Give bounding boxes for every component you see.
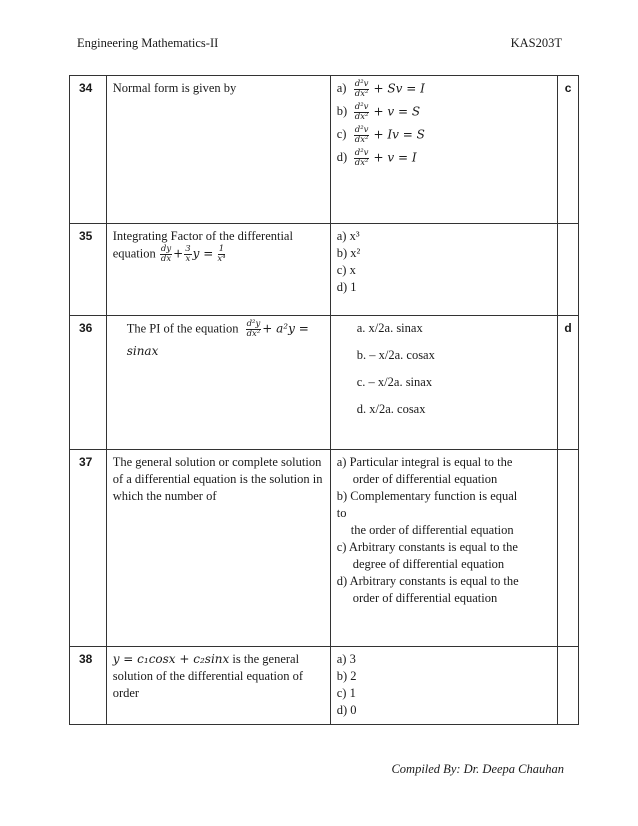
answer-key: c xyxy=(558,76,579,224)
question-text: Integrating Factor of the differential equation $\frac{dy}{dx}$ + $\frac{3}{x}$ y = $\frac{1}{\text{x⁴}}$ xyxy=(106,224,330,316)
option-c: c) Arbitrary constants is equal to the xyxy=(336,540,518,554)
question-text: The PI of the equation $\frac{\text{d²y}}{\text{dx²}}$ + a²y = sinax xyxy=(106,316,330,450)
question-text: The general solution or complete solution of a differential equation is the solution in which the number of xyxy=(106,450,330,647)
option-a: a. x/2a. sinax xyxy=(356,321,423,335)
table-row xyxy=(70,647,579,725)
header-subject: Engineering Mathematics-II xyxy=(77,36,219,50)
table-row xyxy=(70,224,579,316)
footer-credit: Compiled By: Dr. Deepa Chauhan xyxy=(391,762,564,776)
answer-key xyxy=(558,224,579,316)
option-d: d) $\frac{\text{d²v}}{\text{dx²}}$ + v = I xyxy=(336,148,417,168)
question-text: Normal form is given by xyxy=(106,76,330,224)
option-a: a) $\frac{\text{d²v}}{\text{dx²}}$ + Sv = I xyxy=(336,79,425,99)
answer-key xyxy=(558,647,579,725)
header-code: KAS203T xyxy=(510,36,562,50)
question-number: 34 xyxy=(70,76,107,224)
option-d: d) 0 xyxy=(336,703,357,717)
answer-key: d xyxy=(558,316,579,450)
options-cell xyxy=(330,647,557,725)
question-number: 37 xyxy=(70,450,107,647)
option-d: d) Arbitrary constants is equal to the xyxy=(336,574,519,588)
option-b-cont2: the order of differential equation xyxy=(350,523,514,537)
option-c: c) 1 xyxy=(336,686,356,700)
option-d: d) 1 xyxy=(336,280,357,294)
question-number: 35 xyxy=(70,224,107,316)
question-table xyxy=(69,75,579,725)
option-b: b) $\frac{\text{d²v}}{\text{dx²}}$ + v = S xyxy=(336,102,421,122)
options-cell xyxy=(330,76,557,224)
question-number: 36 xyxy=(70,316,107,450)
answer-key xyxy=(558,450,579,647)
table-row xyxy=(70,450,579,647)
option-b: b) x² xyxy=(336,246,361,260)
option-d-cont: order of differential equation xyxy=(352,591,498,605)
question-text: y = c₁cosx + c₂sinx is the general solution of the differential equation of order xyxy=(106,647,330,725)
options-cell xyxy=(330,450,557,647)
table-row xyxy=(70,316,579,450)
option-a: a) 3 xyxy=(336,652,356,666)
option-c-cont: degree of differential equation xyxy=(352,557,505,571)
option-c: c) x xyxy=(336,263,356,277)
question-number: 38 xyxy=(70,647,107,725)
option-c: c) $\frac{\text{d²v}}{\text{dx²}}$ + Iv = S xyxy=(336,125,425,145)
options-cell xyxy=(330,316,557,450)
option-b: b) Complementary function is equal xyxy=(336,489,518,503)
option-b: b) 2 xyxy=(336,669,357,683)
options-cell xyxy=(330,224,557,316)
table-row xyxy=(70,76,579,224)
option-a: a) x³ xyxy=(336,229,360,243)
option-a-cont: order of differential equation xyxy=(352,472,498,486)
option-a: a) Particular integral is equal to the xyxy=(336,455,513,469)
option-b: b. – x/2a. cosax xyxy=(356,348,435,362)
option-c: c. – x/2a. sinax xyxy=(356,375,433,389)
option-b-cont: to xyxy=(336,506,347,520)
option-d: d. x/2a. cosax xyxy=(356,402,426,416)
